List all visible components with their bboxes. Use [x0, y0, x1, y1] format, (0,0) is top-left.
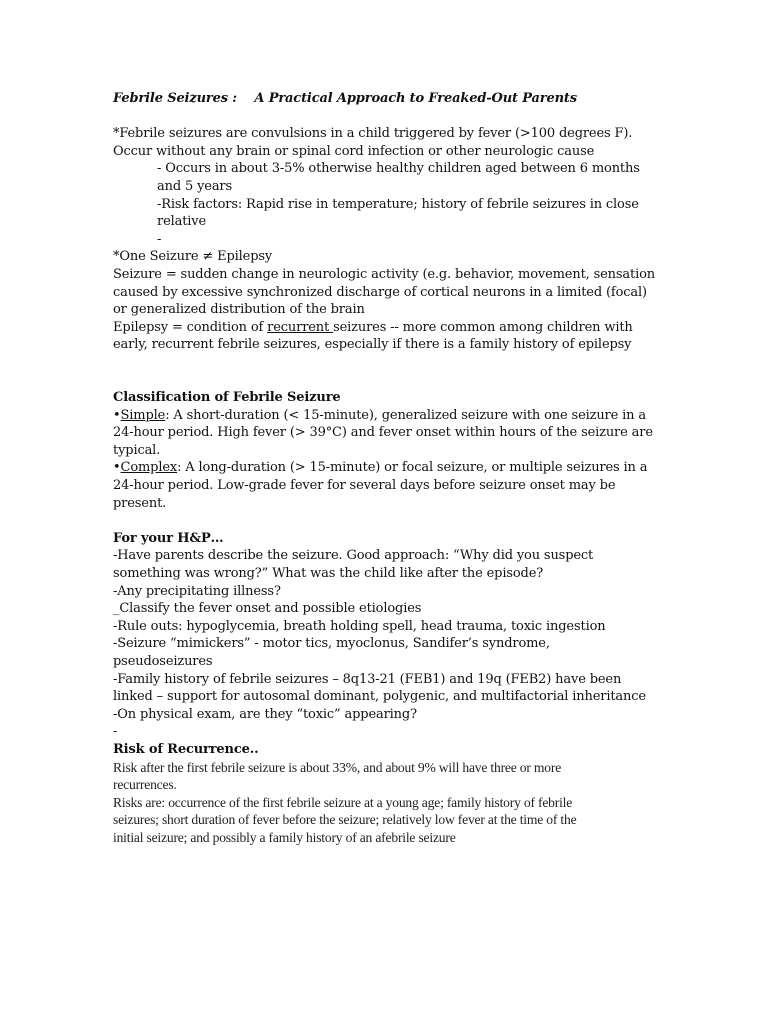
hp-line: _Classify the fever onset and possible etiologies	[113, 601, 422, 617]
simple-line	[113, 407, 653, 425]
seizure-definition: Seizure = sudden change in neurologic activity (e.g. behavior, movement, sensation	[113, 266, 656, 282]
epilepsy-text: Epilepsy = condition of	[113, 319, 268, 335]
intro-bullet: -Risk factors: Rapid rise in temperature; history of febrile seizures in close	[157, 196, 639, 212]
complex-line	[113, 459, 653, 477]
bullet-icon: •	[113, 460, 121, 476]
complex-text: : A long-duration (> 15-minute) or focal seizure, or multiple seizures in a	[177, 460, 648, 476]
complex-line: present.	[113, 495, 167, 511]
epilepsy-definition	[113, 319, 653, 337]
intro-bullet: -	[157, 231, 162, 247]
hp-line: -Family history of febrile seizures – 8q13-21 (FEB1) and 19q (FEB2) have been	[113, 671, 622, 687]
recurrent-underlined: recurrent	[267, 319, 334, 335]
intro-bullet: relative	[157, 214, 207, 230]
epilepsy-text: seizures -- more common among children with	[333, 319, 633, 335]
simple-line: typical.	[113, 442, 161, 458]
simple-line: 24-hour period. High fever (> 39°C) and fever onset within hours of the seizure are	[113, 425, 653, 441]
hp-line: -Seizure “mimickers” - motor tics, myoclonus, Sandifer’s syndrome,	[113, 636, 550, 652]
hp-line: pseudoseizures	[113, 654, 213, 669]
hp-line: -Rule outs: hypoglycemia, breath holding spell, head trauma, toxic ingestion	[113, 618, 606, 634]
complex-line: 24-hour period. Low-grade fever for several days before seizure onset may be	[113, 478, 616, 494]
recurrence-heading: Risk of Recurrence..	[113, 741, 259, 757]
intro-line: *Febrile seizures are convulsions in a child triggered by fever (>100 degrees F).	[113, 126, 633, 142]
recurrence-line: Risk after the first febrile seizure is about 33%, and about 9% will have three or more	[113, 759, 562, 775]
epilepsy-definition: early, recurrent febrile seizures, especially if there is a family history of epilepsy	[113, 337, 632, 353]
recurrence-line: Risks are: occurrence of the first febrile seizure at a young age; family history of febrile	[113, 794, 573, 810]
hp-line: -	[113, 724, 118, 740]
hp-heading: For your H&P…	[113, 530, 224, 546]
complex-label: Complex	[120, 460, 178, 476]
classification-heading: Classification of Febrile Seizure	[113, 390, 341, 406]
recurrence-line: seizures; short duration of fever before the seizure; relatively low fever at the time of the	[113, 812, 577, 828]
hp-line: something was wrong?” What was the child like after the episode?	[113, 566, 544, 582]
hp-line: -On physical exam, are they “toxic” appearing?	[113, 706, 417, 722]
hp-line: -Have parents describe the seizure. Good approach: “Why did you suspect	[113, 548, 594, 564]
document-page	[113, 90, 656, 847]
bullet-icon: •	[113, 407, 121, 423]
intro-line: Occur without any brain or spinal cord infection or other neurologic cause	[113, 143, 595, 159]
one-seizure-line: *One Seizure ≠ Epilepsy	[113, 249, 273, 265]
hp-line: linked – support for autosomal dominant, polygenic, and multifactorial inheritance	[113, 689, 646, 705]
seizure-definition: caused by excessive synchronized discharge of cortical neurons in a limited (focal)	[113, 284, 647, 300]
simple-text: : A short-duration (< 15-minute), generalized seizure with one seizure in a	[165, 407, 646, 423]
recurrence-line: recurrences.	[113, 777, 177, 793]
recurrence-line: initial seizure; and possibly a family history of an afebrile seizure	[113, 829, 456, 845]
document-title: Febrile Seizures : A Practical Approach to Freaked-Out Parents	[113, 91, 577, 106]
intro-bullet: - Occurs in about 3-5% otherwise healthy children aged between 6 months	[157, 161, 640, 177]
intro-bullet: and 5 years	[157, 178, 233, 194]
hp-line: -Any precipitating illness?	[113, 583, 281, 599]
seizure-definition: or generalized distribution of the brain	[113, 302, 365, 318]
simple-label: Simple	[120, 407, 166, 423]
